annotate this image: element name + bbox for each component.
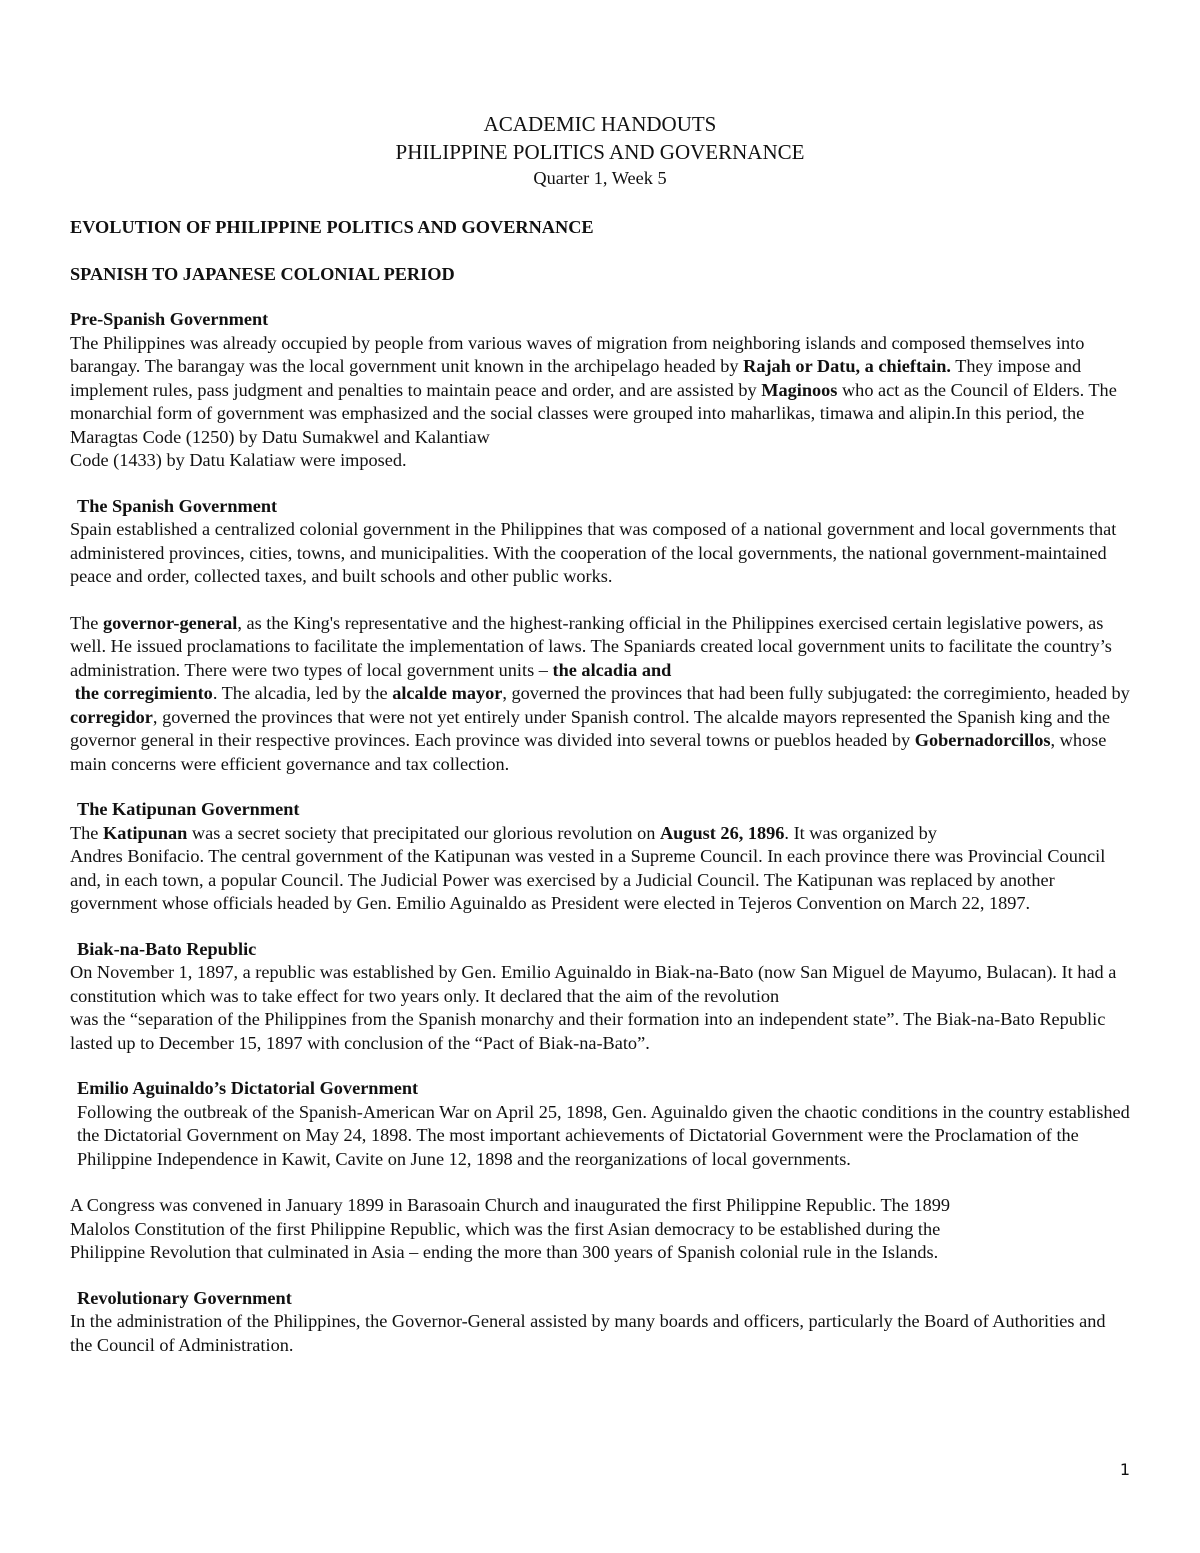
section-heading: Revolutionary Government bbox=[77, 1287, 292, 1308]
section-revolutionary bbox=[70, 1287, 1130, 1358]
main-heading: EVOLUTION OF PHILIPPINE POLITICS AND GOVERNANCE bbox=[70, 217, 594, 237]
section-pre-spanish bbox=[70, 308, 1130, 473]
section-heading: Biak-na-Bato Republic bbox=[77, 938, 257, 959]
section-body: A Congress was convened in January 1899 in Barasoain Church and inaugurated the first Philippine Republic. The 1899 Malolos Constitution of the first Philippine Republic, which was the first Asian democracy to be established during the Philippine Revolution that culminated in Asia – ending the more than 300 years of Spanish colonial rule in the Islands. bbox=[70, 1195, 951, 1262]
doc-title-2: PHILIPPINE POLITICS AND GOVERNANCE bbox=[395, 140, 805, 164]
page-number: 1 bbox=[1119, 1460, 1130, 1479]
doc-title-1: ACADEMIC HANDOUTS bbox=[483, 112, 717, 136]
section-body: The governor-general, as the King's representative and the highest-ranking official in the Philippines exercised certain legislative powers, as well. He issued proclamations to facilitate the implementation of laws. The Spaniards created local government units to facilitate the country’s administration. There were two types of local government units – the alcadia and the corregimiento. The alcadia, led by the alcalde mayor, governed the provinces that had been fully subjugated: the corregimiento, headed by corregidor, governed the provinces that were not yet entirely under Spanish control. The alcalde mayors represented the Spanish king and the governor general in their respective provinces. Each province was divided into several towns or pueblos headed by Gobernadorcillos, whose main concerns were efficient governance and tax collection. bbox=[70, 612, 1130, 774]
document-page bbox=[70, 110, 1130, 1357]
section-body: Following the outbreak of the Spanish-American War on April 25, 1898, Gen. Aguinaldo given the chaotic conditions in the country established the Dictatorial Government on May 24, 1898. The most important achievements of Dictatorial Government were the Proclamation of the Philippine Independence in Kawit, Cavite on June 12, 1898 and the reorganizations of local governments. bbox=[77, 1101, 1130, 1169]
section-body: Spain established a centralized colonial government in the Philippines that was composed of a national government and local governments that administered provinces, cities, towns, and municipalities. With the cooperation of the local governments, the national government-maintained peace and order, collected taxes, and built schools and other public works. bbox=[70, 519, 1117, 586]
section-body: The Philippines was already occupied by people from various waves of migration from neighboring islands and composed themselves into barangay. The barangay was the local government unit known in the archipelago headed by Rajah or Datu, a chieftain. They impose and implement rules, pass judgment and penalties to maintain peace and order, and are assisted by Maginoos who act as the Council of Elders. The monarchial form of government was emphasized and the social classes were grouped into maharlikas, timawa and alipin.In this period, the Maragtas Code (1250) by Datu Sumakwel and Kalantiaw Code (1433) by Datu Kalatiaw were imposed. bbox=[70, 332, 1117, 470]
section-heading: The Spanish Government bbox=[77, 495, 278, 516]
quarter-week: Quarter 1, Week 5 bbox=[533, 168, 667, 188]
section-biak-na-bato bbox=[70, 938, 1130, 1056]
section-heading: The Katipunan Government bbox=[77, 799, 300, 819]
section-katipunan bbox=[70, 798, 1130, 916]
section-dictatorial bbox=[70, 1077, 1130, 1265]
section-body: On November 1, 1897, a republic was established by Gen. Emilio Aguinaldo in Biak-na-Bato (now San Miguel de Mayumo, Bulacan). It had a constitution which was to take effect for two years only. It declared that the aim of the revolution was the “separation of the Philippines from the Spanish monarchy and their formation into an independent state”. The Biak-na-Bato Republic lasted up to December 15, 1897 with conclusion of the “Pact of Biak-na-Bato”. bbox=[70, 962, 1117, 1053]
section-body: In the administration of the Philippines, the Governor-General assisted by many boards and officers, particularly the Board of Authorities and the Council of Administration. bbox=[70, 1311, 1106, 1355]
period-heading: SPANISH TO JAPANESE COLONIAL PERIOD bbox=[70, 263, 455, 284]
section-heading: Emilio Aguinaldo’s Dictatorial Government bbox=[77, 1078, 419, 1098]
section-heading: Pre-Spanish Government bbox=[70, 309, 269, 329]
section-spanish bbox=[70, 495, 1130, 777]
section-body: The Katipunan was a secret society that precipitated our glorious revolution on August 26, 1896. It was organized by Andres Bonifacio. The central government of the Katipunan was vested in a Supreme Council. In each province there was Provincial Council and, in each town, a popular Council. The Judicial Power was exercised by a Judicial Council. The Katipunan was replaced by another government whose officials headed by Gen. Emilio Aguinaldo as President were elected in Tejeros Convention on March 22, 1897. bbox=[70, 822, 1106, 913]
